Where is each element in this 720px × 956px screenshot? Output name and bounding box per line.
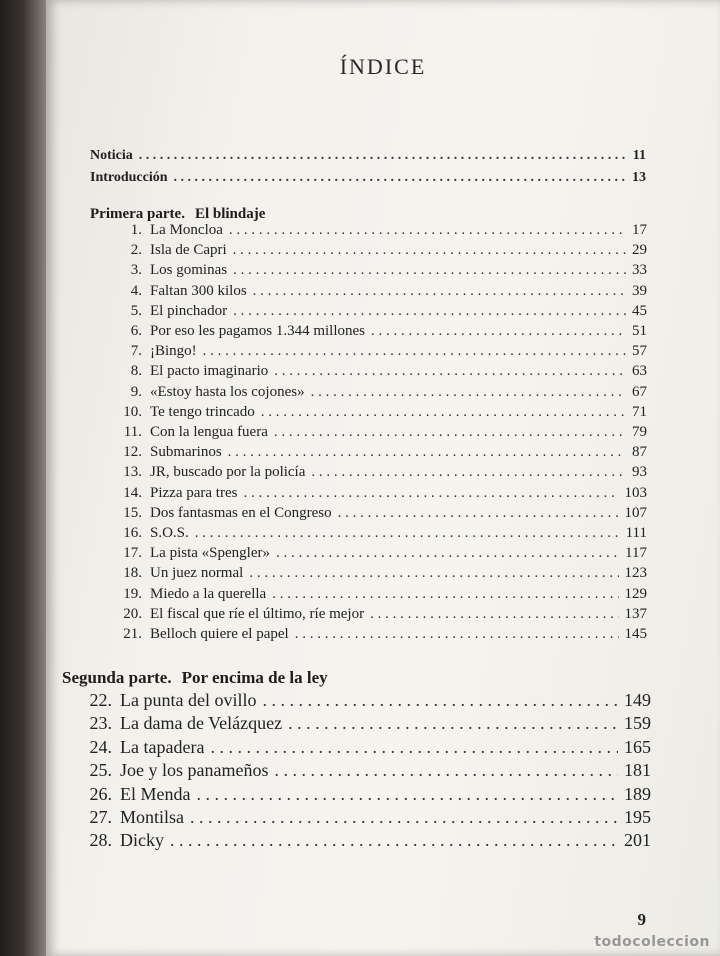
entry-title: Noticia <box>90 148 133 163</box>
dot-leader <box>272 586 618 603</box>
chapter-title: Los gominas <box>150 262 228 279</box>
chapter-title: La punta del ovillo <box>120 690 257 710</box>
entry-page: 13 <box>632 170 646 185</box>
chapter-title: Isla de Capri <box>150 242 227 259</box>
chapter-title: Con la lengua fuera <box>150 424 268 440</box>
dot-leader <box>243 485 618 502</box>
dot-leader <box>233 262 626 279</box>
chapter-row <box>102 626 647 643</box>
chapter-number: 9. <box>130 383 142 400</box>
chapter-number: 5. <box>130 302 142 319</box>
entry-page: 11 <box>632 148 646 163</box>
chapter-row <box>102 545 647 562</box>
chapter-row <box>102 343 647 360</box>
chapter-row <box>102 303 647 320</box>
chapter-number: 28. <box>89 830 112 851</box>
chapter-title: Pizza para tres <box>150 484 238 501</box>
chapter-title: Submarinos <box>150 444 222 461</box>
chapter-number: 4. <box>130 282 142 299</box>
part-label: Primera parte. <box>90 206 185 222</box>
dot-leader <box>274 760 618 781</box>
chapter-row <box>102 363 647 380</box>
dot-leader <box>170 830 618 851</box>
chapter-title: El pinchador <box>150 302 228 319</box>
chapter-title: JR, buscado por la policía <box>150 464 306 481</box>
chapter-number: 16. <box>123 525 142 541</box>
chapter-title: «Estoy hasta los cojones» <box>150 383 305 400</box>
chapter-number: 14. <box>123 484 142 501</box>
chapter-page: 33 <box>632 262 647 279</box>
chapter-page: 195 <box>624 807 651 827</box>
chapter-number: 22. <box>89 690 112 710</box>
dot-leader <box>338 505 619 522</box>
chapter-row <box>102 485 647 502</box>
chapter-row <box>66 760 651 781</box>
chapter-page: 201 <box>624 830 651 851</box>
dot-leader <box>295 626 619 643</box>
dot-leader <box>195 525 620 542</box>
chapter-page: 51 <box>632 323 647 339</box>
chapter-row <box>102 464 647 481</box>
chapter-page: 71 <box>632 403 647 420</box>
dot-leader <box>276 545 619 562</box>
chapter-row <box>66 737 651 758</box>
chapter-row <box>102 242 647 259</box>
dot-leader <box>203 343 626 360</box>
chapter-title: El Menda <box>120 783 191 804</box>
chapter-page: 67 <box>632 383 647 400</box>
chapter-page: 145 <box>624 626 647 642</box>
chapter-title: La tapadera <box>120 736 205 757</box>
part-label: Segunda parte. <box>62 668 172 687</box>
chapter-page: 123 <box>624 565 647 582</box>
toc-entry-introduccion <box>90 170 646 186</box>
chapter-row <box>102 384 647 401</box>
chapter-number: 11. <box>123 424 142 440</box>
part-heading-1 <box>90 206 265 223</box>
chapter-number: 26. <box>89 783 112 804</box>
chapter-row <box>102 323 647 340</box>
dot-leader <box>233 303 626 320</box>
chapter-page: 45 <box>632 302 647 319</box>
dot-leader <box>371 323 626 340</box>
dot-leader <box>228 444 626 461</box>
chapter-number: 24. <box>89 736 112 757</box>
dot-leader <box>253 283 626 300</box>
chapter-number: 10. <box>123 403 142 420</box>
chapter-row <box>102 283 647 300</box>
chapter-page: 57 <box>632 343 647 360</box>
chapter-title: Montilsa <box>120 807 185 827</box>
chapter-title: La dama de Velázquez <box>120 713 283 734</box>
chapter-page: 87 <box>632 444 647 461</box>
chapter-number: 6. <box>130 323 142 339</box>
dot-leader <box>274 424 626 441</box>
chapter-page: 181 <box>624 760 651 781</box>
book-page <box>46 0 720 956</box>
chapter-page: 103 <box>624 484 647 501</box>
chapter-page: 189 <box>624 783 651 804</box>
chapter-page: 129 <box>624 585 647 602</box>
chapter-row <box>66 713 651 734</box>
dot-leader <box>174 170 626 186</box>
chapter-number: 18. <box>123 565 142 582</box>
chapter-title: Por eso les pagamos 1.344 millones <box>150 323 365 339</box>
chapter-page: 107 <box>624 504 647 521</box>
chapter-number: 1. <box>130 222 142 238</box>
chapter-row <box>102 404 647 421</box>
chapter-row <box>102 505 647 522</box>
chapter-row <box>66 807 651 828</box>
dot-leader <box>370 606 618 623</box>
chapter-page: 149 <box>624 690 651 710</box>
chapter-title: El fiscal que ríe el último, ríe mejor <box>150 605 365 622</box>
dot-leader <box>233 242 626 259</box>
dot-leader <box>311 464 626 481</box>
chapter-page: 63 <box>632 363 647 380</box>
chapter-title: Miedo a la querella <box>150 585 267 602</box>
chapter-title: El pacto imaginario <box>150 363 269 380</box>
chapter-number: 17. <box>123 545 142 562</box>
page-number: 9 <box>637 910 646 929</box>
dot-leader <box>229 222 626 239</box>
entry-title: Introducción <box>90 170 168 185</box>
chapter-number: 23. <box>89 713 112 734</box>
chapter-number: 15. <box>123 504 142 521</box>
dot-leader <box>262 690 618 711</box>
chapter-page: 159 <box>624 713 651 734</box>
chapter-number: 21. <box>123 626 142 642</box>
toc-entry-noticia <box>90 148 646 164</box>
dot-leader <box>249 565 618 582</box>
part-name: Por encima de la ley <box>181 668 328 687</box>
dot-leader <box>274 363 626 380</box>
chapter-page: 17 <box>632 222 647 238</box>
chapter-row <box>66 690 651 711</box>
chapter-row <box>102 606 647 623</box>
chapter-title: S.O.S. <box>150 525 189 541</box>
part-heading-2 <box>62 668 328 688</box>
watermark-logo: todocoleccion <box>594 934 710 950</box>
chapter-number: 12. <box>123 444 142 461</box>
chapter-number: 8. <box>130 363 142 380</box>
chapter-row <box>102 565 647 582</box>
chapter-title: Te tengo trincado <box>150 403 255 420</box>
chapter-page: 93 <box>632 464 647 481</box>
chapter-number: 3. <box>130 262 142 279</box>
chapter-row <box>102 586 647 603</box>
chapter-number: 20. <box>123 605 142 622</box>
chapter-title: La pista «Spengler» <box>150 545 270 562</box>
chapter-number: 7. <box>130 343 142 360</box>
chapter-page: 29 <box>632 242 647 259</box>
chapter-title: Dicky <box>120 830 164 851</box>
chapter-row <box>102 525 647 542</box>
chapter-title: Faltan 300 kilos <box>150 282 247 299</box>
chapter-page: 165 <box>624 736 651 757</box>
chapter-page: 117 <box>625 545 647 562</box>
chapter-row <box>66 830 651 851</box>
dot-leader <box>210 737 618 758</box>
chapter-row <box>102 222 647 239</box>
dot-leader <box>196 784 618 805</box>
chapter-title: Belloch quiere el papel <box>150 626 289 642</box>
chapter-title: ¡Bingo! <box>150 343 197 360</box>
chapter-row <box>102 444 647 461</box>
dot-leader <box>261 404 626 421</box>
chapter-number: 25. <box>89 760 112 781</box>
part-name: El blindaje <box>194 206 266 222</box>
chapter-row <box>102 262 647 279</box>
page-heading: ÍNDICE <box>339 54 427 79</box>
chapter-number: 19. <box>123 585 142 602</box>
chapter-title: Dos fantasmas en el Congreso <box>150 504 332 521</box>
chapter-title: La Moncloa <box>150 222 223 238</box>
chapter-number: 27. <box>89 807 112 827</box>
chapter-title: Un juez normal <box>150 565 244 582</box>
chapter-page: 137 <box>624 605 647 622</box>
chapter-row <box>102 424 647 441</box>
dot-leader <box>139 148 627 164</box>
chapter-number: 13. <box>123 464 142 481</box>
chapter-number: 2. <box>130 242 142 259</box>
chapter-page: 79 <box>632 424 647 440</box>
chapter-row <box>66 784 651 805</box>
chapter-page: 39 <box>632 282 647 299</box>
chapter-title: Joe y los panameños <box>120 760 269 781</box>
dot-leader <box>311 384 626 401</box>
dot-leader <box>288 713 618 734</box>
chapter-page: 111 <box>625 525 647 541</box>
dot-leader <box>190 807 618 828</box>
